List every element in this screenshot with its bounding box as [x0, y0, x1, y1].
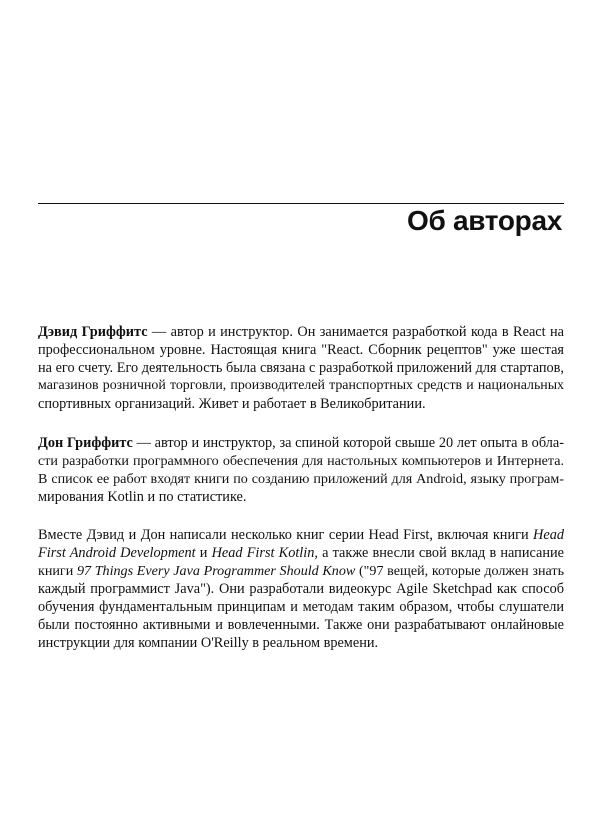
text-line: [38, 526, 564, 544]
author-bio-david: [38, 323, 564, 413]
text-line: [38, 323, 564, 341]
text-fragment: Вместе Дэвид и Дон написали несколько книг серии Head First, включая книги: [38, 527, 534, 543]
text-line: В список ее работ входят книги по созданию приложений для Android, языку програм-: [38, 471, 564, 487]
text-line: магазинов розничной торговли, производителей транспортных средств и национальных: [38, 378, 564, 393]
text-fragment: , а также внесли свой вклад в написание: [314, 545, 564, 561]
text-fragment: — автор и инструктор. Он занимается разработкой кода в React на: [147, 324, 564, 340]
text-line: инструкции для компании O'Reilly в реальном времени.: [38, 635, 379, 651]
text-line: спортивных организаций. Живет и работает в Великобритании.: [38, 396, 426, 412]
author-name-dawn: Дон Гриффитс: [38, 435, 133, 451]
book-title: Head: [533, 527, 564, 543]
text-line: [38, 544, 564, 562]
author-name-david: Дэвид Гриффитс: [38, 324, 148, 340]
text-fragment: — автор и инструктор, за спиной которой свыше 20 лет опыта в обла-: [132, 435, 564, 451]
text-line: профессиональном уровне. Настоящая книга "React. Сборник рецептов" уже шестая: [38, 342, 564, 358]
text-fragment: книги: [38, 563, 77, 579]
chapter-title: Об авторах: [407, 205, 562, 236]
author-bio-dawn: [38, 434, 564, 506]
text-line: мирования Kotlin и по статистике.: [38, 489, 247, 505]
text-line: были постоянно активными и вовлеченными. Также они разрабатывают онлайновые: [38, 617, 564, 633]
text-fragment: и: [195, 545, 212, 561]
book-title: 97 Things Every Java Programmer Should Know: [76, 563, 356, 579]
chapter-title-rule: [38, 203, 564, 204]
text-line: сти разработки программного обеспечения для настольных компьютеров и Интернета.: [38, 453, 564, 469]
text-line: каждый программист Java"). Они разработали видеокурс Agile Sketchpad как способ: [38, 581, 564, 597]
text-fragment: ("97 вещей, которые должен знать: [355, 563, 564, 579]
joint-work-paragraph: [38, 526, 564, 652]
text-line: обучения фундаментальным принципам и методам таким образом, чтобы слушатели: [38, 599, 564, 615]
text-line: [38, 562, 564, 580]
text-line: на его счету. Его деятельность была связана с разработкой приложений для стартапов,: [38, 360, 564, 376]
text-line: [38, 434, 564, 452]
book-title: Head First Kotlin: [211, 545, 315, 561]
book-title: First Android Development: [38, 545, 196, 561]
